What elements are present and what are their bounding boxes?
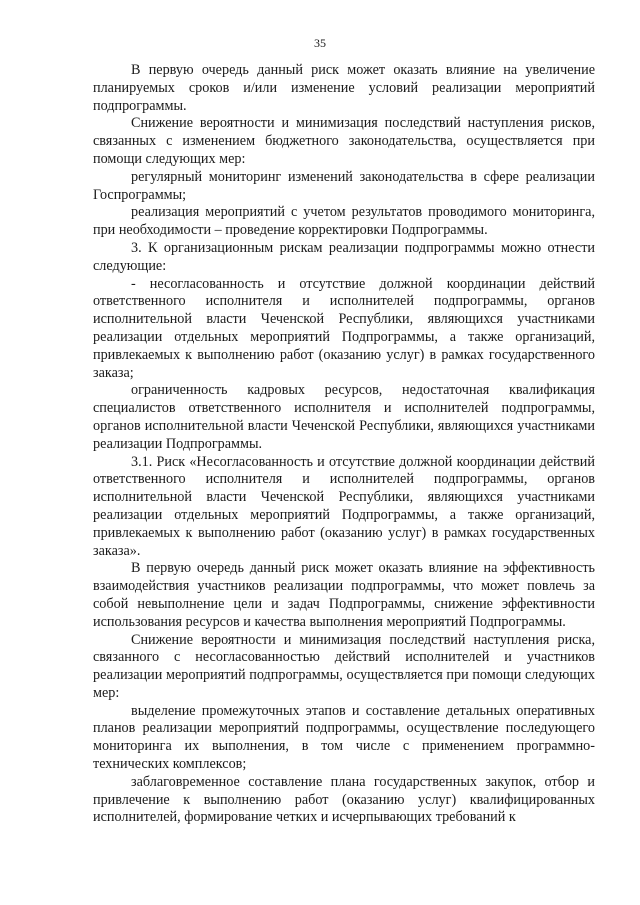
paragraph-risk-staffing: ограниченность кадровых ресурсов, недостаточная квалификация специалистов ответственного исполнителя и исполнителей подпрограммы, органов исполнительной власти Чеченской Республики, являющихся участниками реализации Подпрограммы. — [93, 382, 595, 452]
paragraph-coordination-impact: В первую очередь данный риск может оказать влияние на эффективность взаимодействия участников реализации подпрограммы, что может повлечь за собой невыполнение цели и задач Подпрограммы, снижение эффективности использования ресурсов и качества выполнения мероприятий Подпрограммы. — [93, 560, 595, 630]
paragraph-coordination-mitigation: Снижение вероятности и минимизация последствий наступления риска, связанного с несогласованностью действий исполнителей и участников реализации мероприятий подпрограммы, осуществляется при помощи следующих мер: — [93, 631, 595, 701]
paragraph-organizational-risks: 3. К организационным рискам реализации подпрограммы можно отнести следующие: — [93, 239, 595, 274]
paragraph-measure-monitoring: регулярный мониторинг изменений законодательства в сфере реализации Госпрограммы; — [93, 168, 595, 203]
paragraph-measure-procurement: заблаговременное составление плана государственных закупок, отбор и привлечение к выполнению работ (оказанию услуг) квалифицированных исполнителей, формирование четких и исчерпывающих требований к — [93, 773, 595, 826]
paragraph-section-3-1: 3.1. Риск «Несогласованность и отсутствие должной координации действий ответственного исполнителя и исполнителей подпрограммы, органов исполнительной власти Чеченской Республики, являющихся участниками реализации отдельных мероприятий Подпрограммы, а также организаций, привлекаемых к выполнению работ (оказанию услуг) в рамках государственных заказа». — [93, 453, 595, 559]
paragraph-risk-coordination: - несогласованность и отсутствие должной координации действий ответственного исполнителя и исполнителей подпрограммы, органов исполнительной власти Чеченской Республики, являющихся участниками реализации отдельных мероприятий Подпрограммы, а также организаций, привлекаемых к выполнению работ (оказанию услуг) в рамках государственного заказа; — [93, 275, 595, 381]
paragraph-measure-adjustment: реализация мероприятий с учетом результатов проводимого мониторинга, при необходимости – проведение корректировки Подпрограммы. — [93, 204, 595, 239]
paragraph-budget-risk-mitigation: Снижение вероятности и минимизация последствий наступления рисков, связанных с изменением бюджетного законодательства, осуществляется при помощи следующих мер: — [93, 115, 595, 167]
paragraph-risk-impact: В первую очередь данный риск может оказать влияние на увеличение планируемых сроков и/или изменение условий реализации мероприятий подпрограммы. — [93, 62, 595, 114]
paragraph-measure-stages: выделение промежуточных этапов и составление детальных оперативных планов реализации мероприятий подпрограммы, осуществление последующего мониторинга их выполнения, в том числе с применением программно-технических комплексов; — [93, 702, 595, 773]
document-body — [93, 62, 595, 827]
page-number: 35 — [314, 36, 326, 50]
